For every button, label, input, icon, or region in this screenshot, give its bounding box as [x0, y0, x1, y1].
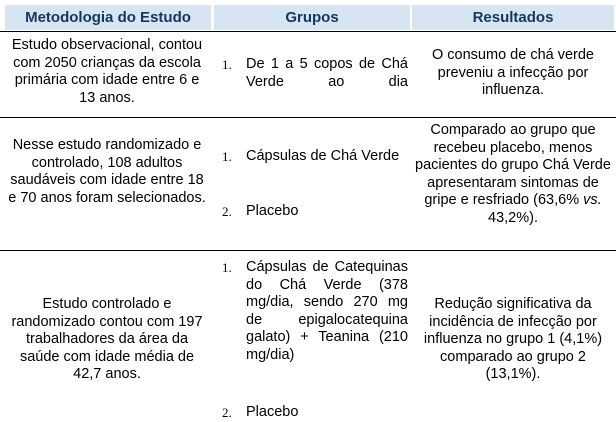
row2-result-vs: vs. [583, 192, 602, 208]
row2-group-text-2: Placebo [246, 203, 299, 219]
row2-methodology: Nesse estudo randomizado e controlado, 108 adultos saudáveis com idade entre 18 e 70 anos foram selecionados. [8, 137, 206, 206]
row2-result [414, 122, 612, 227]
row2-result-prefix: Comparado ao grupo que recebeu placebo, menos pacientes do grupo Chá Verde apresentaram sintomas de gripe e resfriado (63,6% [415, 122, 611, 208]
row3-result: Redução significativa da incidência de infecção por influenza no grupo 1 (4,1%) comparado ao grupo 2 (13,1%). [423, 296, 603, 382]
row-divider [0, 117, 616, 118]
header-results: Resultados [412, 5, 614, 30]
list-number: 1. [222, 57, 232, 72]
row2-group-item-1 [222, 148, 408, 166]
row3-group-item-2 [222, 404, 408, 422]
row3-group-text-1: Cápsulas de Catequinas do Chá Verde (378 mg/dia, sendo 270 mg de epigalocatequina galato) + Teanina (210 mg/dia) [246, 259, 408, 363]
header-divider [0, 31, 616, 32]
row2-group-text-1: Cápsulas de Chá Verde [246, 148, 400, 164]
list-number: 2. [222, 204, 232, 219]
header-groups: Grupos [214, 5, 410, 30]
row3-group-item-1 [222, 259, 408, 364]
list-number: 1. [222, 260, 232, 275]
row2-group-item-2 [222, 203, 408, 221]
row3-methodology: Estudo controlado e randomizado contou com 197 trabalhadores da área da saúde com idade média de 42,7 anos. [11, 296, 203, 382]
row-divider [0, 250, 616, 251]
list-number: 2. [222, 405, 232, 420]
row1-result: O consumo de chá verde preveniu a infecção por influenza. [431, 47, 594, 98]
row3-group-text-2: Placebo [246, 404, 299, 420]
row2-result-suffix: 43,2%). [488, 209, 538, 226]
header-methodology: Metodologia do Estudo [5, 5, 211, 30]
row1-methodology: Estudo observacional, contou com 2050 crianças da escola primária com idade entre 6 e 13 anos. [11, 37, 203, 106]
row1-group-text: De 1 a 5 copos de Chá Verde ao dia [246, 56, 408, 90]
row1-group-item [222, 56, 408, 91]
list-number: 1. [222, 149, 232, 164]
